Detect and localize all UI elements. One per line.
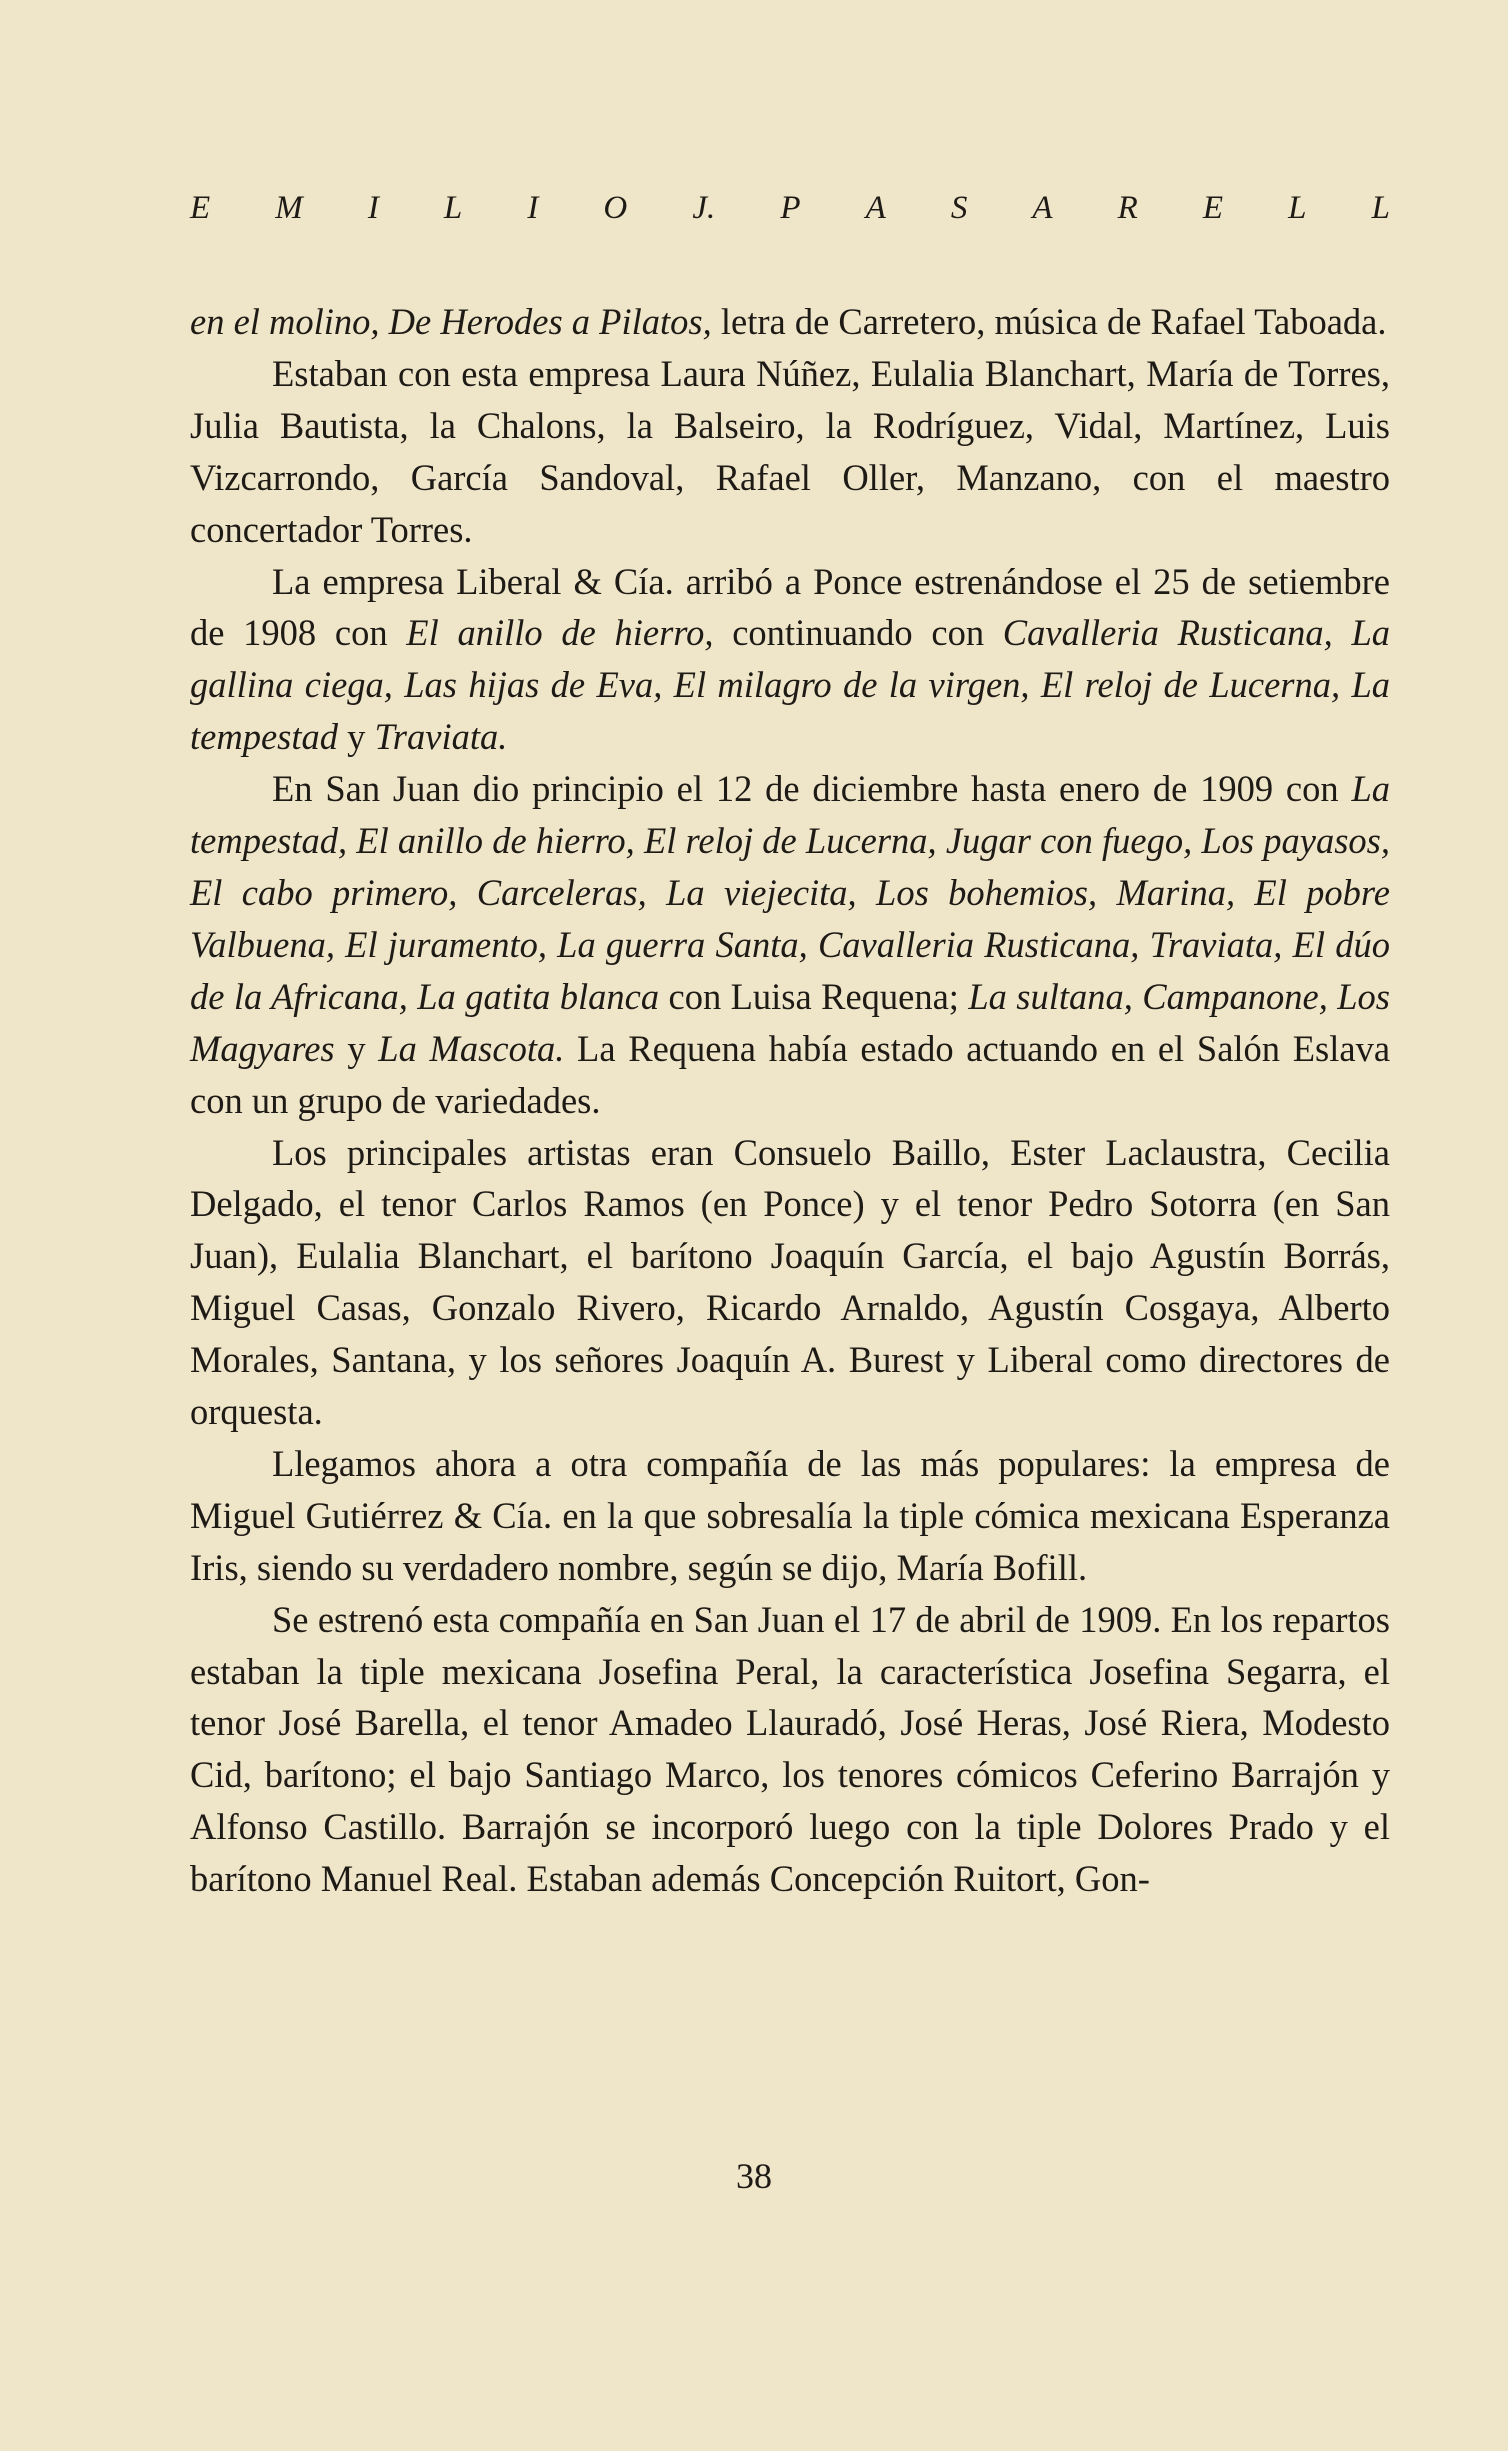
text-run: con Luisa Requena; xyxy=(659,975,969,1017)
paragraph xyxy=(190,1594,1390,1905)
running-head-letter: R xyxy=(1117,190,1138,226)
paragraph xyxy=(190,348,1390,556)
running-head-letter: O xyxy=(603,190,628,226)
running-head-letter: S xyxy=(950,190,968,226)
running-head-letter: J. xyxy=(692,190,716,226)
paragraph xyxy=(190,1127,1390,1438)
running-head-letter: E xyxy=(190,190,211,226)
text-run: Llegamos ahora a otra compañía de las más populares: la empresa de Miguel Gutiérrez & Cía. en la que sobresalía la tiple cómica mexicana Esperanza Iris, siendo su verdadero nombre, según se dijo, María Bofill. xyxy=(190,1442,1390,1588)
paragraph xyxy=(190,763,1390,1126)
running-head xyxy=(190,192,1390,225)
body-text xyxy=(190,296,1390,1905)
text-run: Se estrenó esta compañía en San Juan el 17 de abril de 1909. En los repartos estaban la tiple mexicana Josefina Peral, la característica Josefina Segarra, el tenor José Barella, el tenor Amadeo Llauradó, José Heras, José Riera, Modesto Cid, barítono; el bajo Santiago Marco, los tenores cómicos Ceferino Barrajón y Alfonso Castillo. Barrajón se incorporó luego con la tiple Dolores Prado y el barítono Manuel Real. Estaban además Concepción Ruitort, Gon- xyxy=(190,1598,1390,1900)
text-run: continuando con xyxy=(713,612,1003,654)
running-head-letter: E xyxy=(1202,190,1224,226)
running-head-letter: L xyxy=(443,190,463,226)
running-head-letter: M xyxy=(275,190,303,226)
running-head-letter: I xyxy=(367,190,379,226)
paragraph xyxy=(190,556,1390,764)
paragraph xyxy=(190,296,1390,348)
italic-title-run: El anillo de hierro, xyxy=(406,612,714,654)
italic-title-run: en el molino, De Herodes a Pilatos, xyxy=(190,301,712,342)
text-run: La empresa Liberal & Cía. arribó a Ponce estrenándose el 25 de setiembre de 1908 con xyxy=(190,560,1390,654)
text-run: En San Juan dio principio el 12 de diciembre hasta enero de 1909 con xyxy=(272,768,1352,810)
text-run: Estaban con esta empresa Laura Núñez, Eulalia Blanchart, María de Torres, Julia Bautista, la Chalons, la Balseiro, la Rodríguez, Vidal, Martínez, Luis Vizcarrondo, García Sandoval, Rafael Oller, Manzano, con el maestro concertador Torres. xyxy=(190,352,1390,550)
text-run: Los principales artistas eran Consuelo Baillo, Ester Laclaustra, Cecilia Delgado, el tenor Carlos Ramos (en Ponce) y el tenor Pedro Sotorra (en San Juan), Eulalia Blanchart, el barítono Joaquín García, el bajo Agustín Borrás, Miguel Casas, Gonzalo Rivero, Ricardo Arnaldo, Agustín Cosgaya, Alberto Morales, Santana, y los señores Joaquín A. Burest y Liberal como directores de orquesta. xyxy=(190,1131,1390,1433)
italic-title-run: Traviata. xyxy=(374,716,508,758)
running-head-letter: P xyxy=(780,190,801,226)
text-run: letra de Carretero, música de Rafael Taboada. xyxy=(711,301,1387,342)
text-run: y xyxy=(334,1027,379,1069)
page-number: 38 xyxy=(736,2156,772,2196)
running-head-letter: L xyxy=(1288,190,1307,226)
italic-title-run: La Mascota. xyxy=(378,1027,565,1069)
text-run: La Requena había estado actuando en el Salón Eslava con un grupo de variedades. xyxy=(190,1027,1391,1121)
running-head-letter: A xyxy=(1032,190,1053,226)
running-head-letter: A xyxy=(865,190,886,226)
running-head-letter: L xyxy=(1371,190,1390,226)
text-run: y xyxy=(338,716,375,758)
italic-title-run: La sultana, Campanone, Los Magyares xyxy=(190,975,1390,1069)
italic-title-run: La tempestad, El anillo de hierro, El reloj de Lucerna, Jugar con fuego, Los payasos, El cabo primero, Carceleras, La viejecita, Los bohemios, Marina, El pobre Valbuena, El juramento, La guerra Santa, Cavalleria Rusticana, Traviata, El dúo de la Africana, La gatita blanca xyxy=(190,768,1390,1017)
italic-title-run: Cavalleria Rusticana, La gallina ciega, Las hijas de Eva, El milagro de la virgen, El reloj de Lucerna, La tempestad xyxy=(190,612,1391,758)
paragraph xyxy=(190,1438,1390,1594)
running-head-letter: I xyxy=(527,190,539,226)
